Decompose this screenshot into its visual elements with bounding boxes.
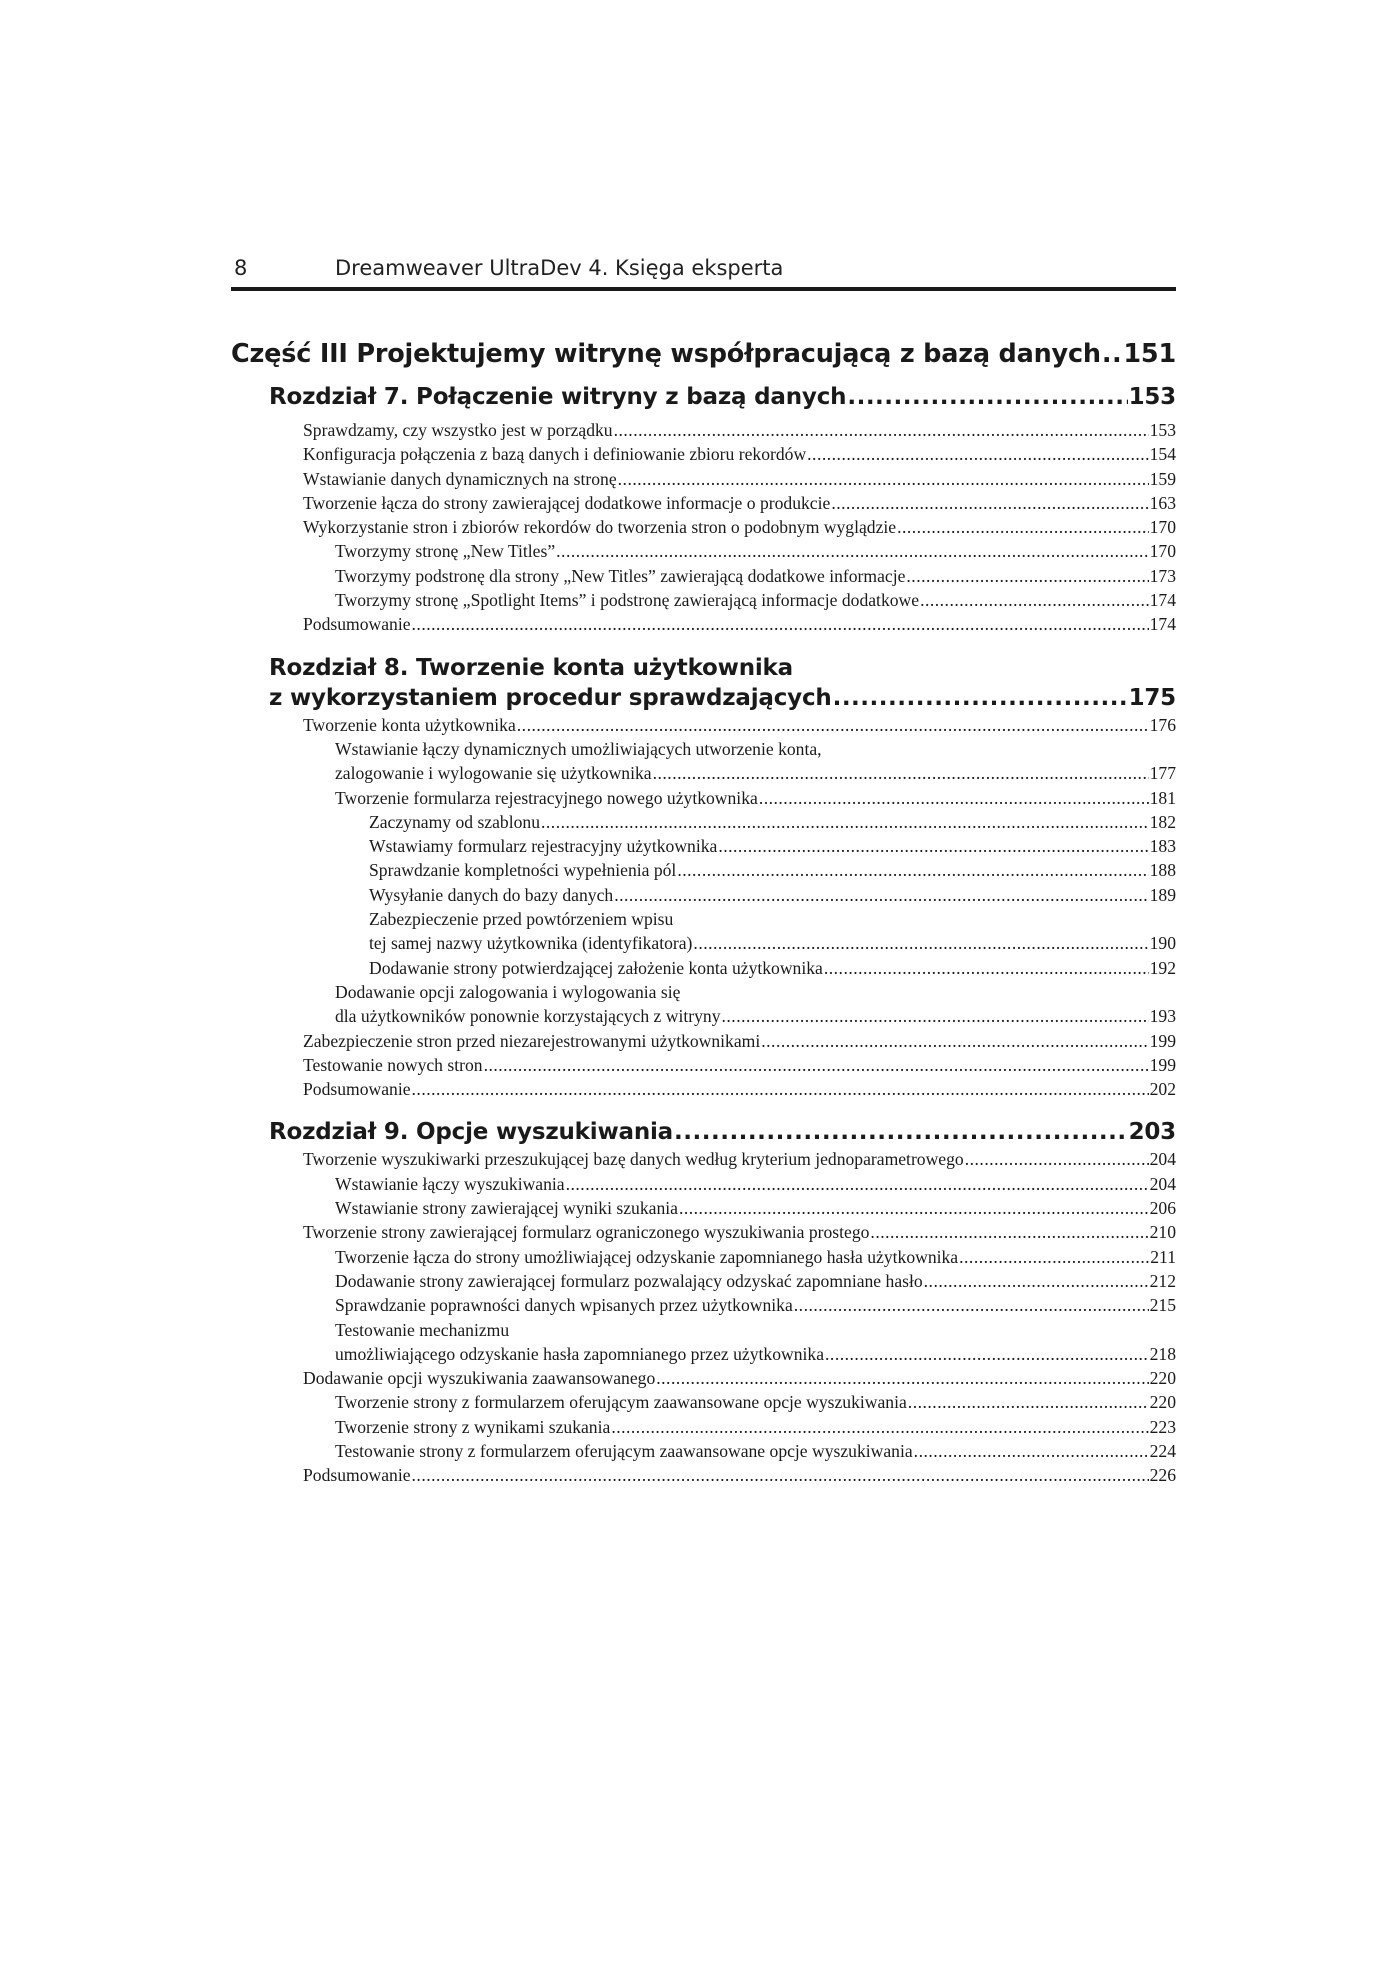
spacer [231, 1101, 1176, 1117]
toc-chapter-page: 203 [1128, 1119, 1176, 1146]
book-page [231, 256, 1176, 1486]
toc-leader [611, 1415, 1148, 1439]
toc-entry-page: 170 [1149, 541, 1176, 562]
toc-leader [1102, 338, 1123, 370]
toc-leader [412, 1077, 1149, 1101]
toc-leader [556, 539, 1148, 563]
spacer [231, 637, 1176, 653]
toc-subsubentry[interactable] [369, 883, 1176, 907]
toc-entry-page: 190 [1149, 933, 1176, 954]
toc-entry-title: Tworzenie konta użytkownika [303, 714, 516, 735]
toc-leader [679, 1196, 1149, 1220]
toc-entry-page: 220 [1149, 1392, 1176, 1413]
toc-subentry[interactable] [335, 761, 1176, 785]
toc-entry-title: Sprawdzanie kompletności wypełnienia pól [369, 860, 677, 881]
toc-entry-title: Podsumowanie [303, 1465, 411, 1486]
toc-chapter-title: z wykorzystaniem procedur sprawdzających [269, 684, 832, 711]
toc-leader [824, 956, 1149, 980]
toc-part-heading[interactable] [231, 338, 1176, 370]
toc-entry-title: Konfiguracja połączenia z bazą danych i definiowanie zbioru rekordów [303, 444, 807, 465]
toc-leader [825, 1342, 1149, 1366]
toc-entry-page: 206 [1149, 1198, 1176, 1219]
toc-entry-page: 193 [1149, 1006, 1176, 1027]
toc-entry[interactable] [303, 467, 1176, 491]
toc-entry-page: 174 [1149, 614, 1176, 635]
toc-subentry-line1[interactable]: Dodawanie opcji zalogowania i wylogowania się [335, 981, 681, 1002]
toc-part-page: 151 [1123, 339, 1176, 369]
toc-entry-title: tej samej nazwy użytkownika (identyfikatora) [369, 933, 693, 954]
toc-entry-title: Wstawianie łączy wyszukiwania [335, 1173, 565, 1194]
toc-subentry[interactable] [335, 539, 1176, 563]
toc-subentry[interactable] [335, 1439, 1176, 1463]
toc-entry-page: 204 [1149, 1173, 1176, 1194]
toc-chapter-title: Rozdział 7. Połączenie witryny z bazą danych [269, 384, 847, 410]
toc-leader [541, 810, 1149, 834]
toc-entry[interactable] [303, 1463, 1176, 1487]
toc-subentry[interactable] [335, 1415, 1176, 1439]
toc-entry-title: Podsumowanie [303, 614, 411, 635]
toc-entry-page: 192 [1149, 957, 1176, 978]
toc-leader [847, 382, 1127, 412]
toc-leader [484, 1053, 1149, 1077]
toc-leader [412, 1463, 1149, 1487]
toc-entry-title: Tworzymy stronę „Spotlight Items” i podstronę zawierającą informacje dodatkowe [335, 590, 920, 611]
toc-entry[interactable] [303, 491, 1176, 515]
toc-entry-page: 176 [1149, 714, 1176, 735]
toc-subentry[interactable] [335, 1196, 1176, 1220]
toc-entry-page: 174 [1149, 590, 1176, 611]
toc-entry[interactable] [303, 418, 1176, 442]
toc-subentry[interactable] [335, 1293, 1176, 1317]
header-rule [231, 287, 1176, 291]
toc-subsubentry[interactable] [369, 834, 1176, 858]
toc-entry[interactable] [303, 1053, 1176, 1077]
toc-subsubentry-line1[interactable]: Zabezpieczenie przed powtórzeniem wpisu [369, 909, 674, 930]
toc-entry-page: 183 [1149, 836, 1176, 857]
toc-entry-page: 211 [1150, 1246, 1176, 1267]
toc-leader [906, 564, 1148, 588]
toc-entry-title: Testowanie strony z formularzem oferującym zaawansowane opcje wyszukiwania [335, 1440, 913, 1461]
toc-leader [833, 683, 1128, 713]
toc-entry[interactable] [303, 1077, 1176, 1101]
toc-subentry[interactable] [335, 564, 1176, 588]
toc-entry-page: 170 [1149, 517, 1176, 538]
book-title: Dreamweaver UltraDev 4. Księga eksperta [335, 256, 784, 280]
toc-leader [412, 612, 1149, 636]
toc-entry-page: 224 [1149, 1440, 1176, 1461]
toc-entry-title: Tworzenie łącza do strony zawierającej dodatkowe informacje o produkcie [303, 492, 831, 513]
toc-leader [718, 834, 1148, 858]
toc-leader [517, 713, 1149, 737]
toc-entry-page: 210 [1149, 1222, 1176, 1243]
toc-leader [674, 1117, 1128, 1147]
toc-entry-title: Wysyłanie danych do bazy danych [369, 884, 614, 905]
toc-leader [722, 1004, 1149, 1028]
toc-entry-page: 159 [1149, 468, 1176, 489]
toc-subsubentry[interactable] [369, 956, 1176, 980]
toc-entry-title: Wstawianie strony zawierającej wyniki szukania [335, 1198, 678, 1219]
toc-entry-title: Dodawanie strony potwierdzającej założenie konta użytkownika [369, 957, 823, 978]
toc-subentry[interactable] [335, 1390, 1176, 1414]
toc-subsubentry[interactable] [369, 858, 1176, 882]
toc-entry-title: Tworzenie strony z wynikami szukania [335, 1416, 611, 1437]
toc-entry-title: Wstawiamy formularz rejestracyjny użytkownika [369, 836, 718, 857]
toc-entry-page: 223 [1149, 1416, 1176, 1437]
toc-entry[interactable] [303, 442, 1176, 466]
toc-entry-title: Podsumowanie [303, 1079, 411, 1100]
toc-entry-page: 153 [1149, 420, 1176, 440]
toc-leader [914, 1439, 1149, 1463]
toc-subentry[interactable] [335, 1172, 1176, 1196]
toc-entry-title: Sprawdzanie poprawności danych wpisanych przez użytkownika [335, 1295, 793, 1316]
toc-leader [959, 1245, 1149, 1269]
toc-entry-page: 202 [1149, 1079, 1176, 1100]
toc-entry-title: Testowanie nowych stron [303, 1054, 483, 1075]
toc-subsubentry[interactable] [369, 931, 1176, 955]
toc-entry-title: Tworzenie łącza do strony umożliwiającej odzyskanie zapomnianego hasła użytkownika [335, 1246, 959, 1267]
toc-entry-title: Tworzymy podstronę dla strony „New Titles” zawierającą dodatkowe informacje [335, 565, 906, 586]
toc-entry[interactable] [303, 1029, 1176, 1053]
toc-chapter-heading-line1[interactable]: Rozdział 8. Tworzenie konta użytkownika [269, 654, 793, 681]
toc-leader [794, 1293, 1149, 1317]
toc-entry-page: 220 [1149, 1368, 1176, 1389]
toc-entry-title: zalogowanie i wylogowanie się użytkownika [335, 763, 652, 784]
toc-entry-title: Tworzenie strony zawierającej formularz ograniczonego wyszukiwania prostego [303, 1222, 870, 1243]
toc-leader [965, 1147, 1149, 1171]
toc-leader [924, 1269, 1149, 1293]
toc-leader [614, 418, 1149, 442]
toc-subentry-line1[interactable]: Testowanie mechanizmu [335, 1319, 510, 1340]
toc-subentry[interactable] [335, 1269, 1176, 1293]
toc-entry-page: 199 [1149, 1030, 1176, 1051]
toc-chapter-page: 175 [1128, 684, 1176, 711]
toc-chapter-heading[interactable] [269, 1117, 1176, 1147]
toc-leader [618, 467, 1149, 491]
toc-entry-title: Zaczynamy od szablonu [369, 811, 540, 832]
toc-leader [566, 1172, 1149, 1196]
toc-chapter-page: 153 [1128, 384, 1176, 410]
toc-entry-page: 212 [1149, 1270, 1176, 1291]
toc-entry-page: 204 [1149, 1149, 1176, 1170]
toc-entry[interactable] [303, 612, 1176, 636]
toc-leader [897, 515, 1149, 539]
toc-entry-page: 215 [1149, 1295, 1176, 1316]
toc-entry-page: 181 [1149, 787, 1176, 808]
toc-entry-title: Tworzenie formularza rejestracyjnego nowego użytkownika [335, 787, 758, 808]
toc-entry[interactable] [303, 1147, 1176, 1171]
toc-entry-title: Dodawanie strony zawierającej formularz pozwalający odzyskać zapomniane hasło [335, 1270, 923, 1291]
toc-entry-page: 199 [1149, 1054, 1176, 1075]
toc-entry-page: 218 [1149, 1343, 1176, 1364]
toc-subentry[interactable] [335, 1245, 1176, 1269]
toc-leader [759, 786, 1149, 810]
toc-entry-page: 188 [1149, 860, 1176, 881]
toc-leader [653, 761, 1149, 785]
toc-leader [920, 588, 1149, 612]
toc-entry[interactable] [303, 1220, 1176, 1244]
toc-leader [656, 1366, 1148, 1390]
toc-leader [614, 883, 1148, 907]
toc-entry[interactable] [303, 713, 1176, 737]
toc-entry-title: Dodawanie opcji wyszukiwania zaawansowanego [303, 1368, 656, 1389]
toc-entry-page: 182 [1149, 811, 1176, 832]
toc-subentry[interactable] [335, 1342, 1176, 1366]
toc-entry-title: umożliwiającego odzyskanie hasła zapomnianego przez użytkownika [335, 1343, 825, 1364]
toc-subentry-line1[interactable]: Wstawianie łączy dynamicznych umożliwiających utworzenie konta, [335, 738, 822, 759]
toc-part-title: Część III Projektujemy witrynę współpracującą z bazą danych [231, 339, 1101, 369]
page-number: 8 [234, 256, 248, 280]
toc-leader [693, 931, 1148, 955]
toc-entry-title: Sprawdzamy, czy wszystko jest w porządku [303, 420, 613, 440]
toc-subentry[interactable] [335, 588, 1176, 612]
toc-entry-title: dla użytkowników ponownie korzystających z witryny [335, 1006, 721, 1027]
toc-entry-page: 177 [1149, 763, 1176, 784]
toc-entry-title: Wstawianie danych dynamicznych na stronę [303, 468, 617, 489]
toc-entry-title: Tworzymy stronę „New Titles” [335, 541, 556, 562]
toc-chapter-heading[interactable] [269, 382, 1176, 412]
toc-leader [908, 1390, 1149, 1414]
toc-entry-page: 154 [1149, 444, 1176, 465]
toc-entry-title: Tworzenie strony z formularzem oferującym zaawansowane opcje wyszukiwania [335, 1392, 907, 1413]
toc-subentry[interactable] [335, 786, 1176, 810]
toc-entry-title: Wykorzystanie stron i zbiorów rekordów do tworzenia stron o podobnym wyglądzie [303, 517, 897, 538]
toc-leader [807, 442, 1148, 466]
toc-leader [831, 491, 1148, 515]
toc-chapter-heading[interactable] [269, 683, 1176, 713]
toc-entry-page: 163 [1149, 492, 1176, 513]
toc-entry[interactable] [303, 1366, 1176, 1390]
toc-subsubentry[interactable] [369, 810, 1176, 834]
toc-leader [870, 1220, 1148, 1244]
toc-entry-page: 173 [1149, 565, 1176, 586]
toc-chapter-title: Rozdział 9. Opcje wyszukiwania [269, 1119, 674, 1146]
toc-entry-page: 189 [1149, 884, 1176, 905]
toc-leader [761, 1029, 1148, 1053]
toc-subentry[interactable] [335, 1004, 1176, 1028]
toc-entry-page: 226 [1149, 1465, 1176, 1486]
toc-entry-title: Tworzenie wyszukiwarki przeszukującej bazę danych według kryterium jednoparametrowego [303, 1149, 964, 1170]
toc-entry-title: Zabezpieczenie stron przed niezarejestrowanymi użytkownikami [303, 1030, 761, 1051]
table-of-contents [231, 338, 1176, 1488]
toc-leader [677, 858, 1148, 882]
running-header [231, 256, 1176, 288]
toc-entry[interactable] [303, 515, 1176, 539]
